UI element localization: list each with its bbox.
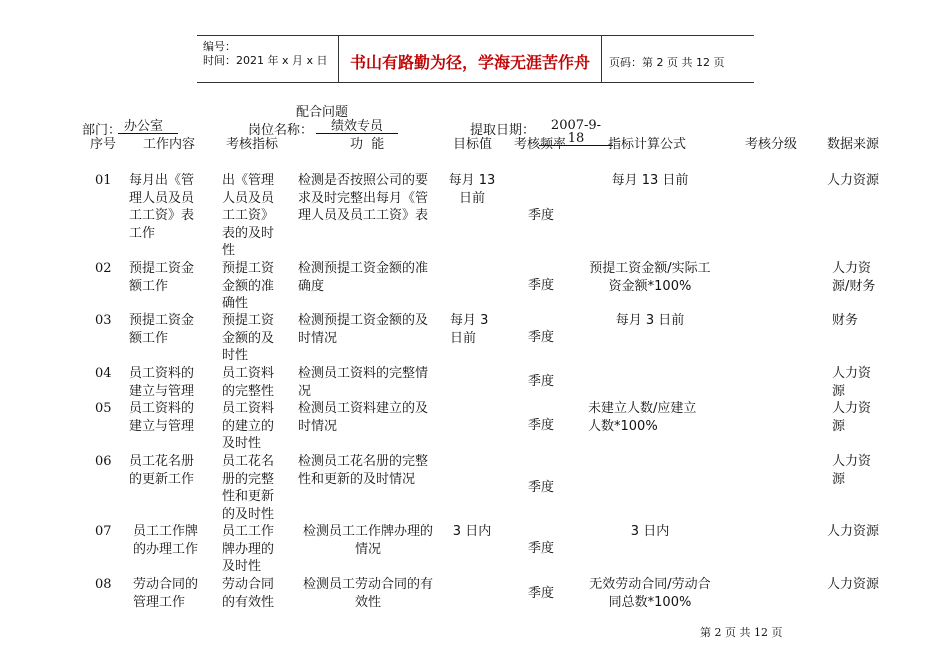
row-03-formula: 每月 3 日前: [615, 313, 685, 328]
row-08-function: 检测员工劳动合同的有效性: [302, 577, 433, 610]
header-time-label: 时间：2021 年 x 月 x 日: [203, 54, 328, 67]
row-04-freq: 季度: [528, 374, 555, 389]
col-source: 数据来源: [826, 137, 879, 152]
row-01-indicator: 出《管理人员及员工工资》表的及时性: [222, 173, 275, 258]
row-08-formula: 无效劳动合同/劳动合同总数*100%: [589, 577, 711, 610]
row-02-content: 预提工资金额工作: [129, 261, 195, 294]
row-06-indicator: 员工花名册的完整性和更新的及时性: [222, 454, 275, 522]
row-03-source: 财务: [832, 313, 859, 328]
row-07-source: 人力资源: [826, 524, 879, 539]
row-08-content: 劳动合同的管理工作: [133, 577, 199, 610]
row-08-freq: 季度: [528, 586, 555, 601]
col-freq: 考核频率: [514, 137, 567, 152]
row-05-function: 检测员工资料建立的及时情况: [298, 401, 429, 434]
col-seq: 序号: [90, 137, 117, 152]
row-07-function: 检测员工工作牌办理的情况: [302, 524, 433, 557]
row-05-freq: 季度: [528, 418, 555, 433]
row-01-target: 每月 13 日前: [448, 173, 496, 206]
date-label: 提取日期：: [470, 123, 536, 138]
col-indicator: 考核指标: [226, 137, 279, 152]
header-bottom-rule: [197, 82, 754, 83]
row-06-content: 员工花名册的更新工作: [129, 454, 195, 487]
row-03-function: 检测预提工资金额的及时情况: [298, 313, 429, 346]
row-06-source: 人力资源: [832, 454, 872, 487]
dept-value: 办公室: [118, 120, 178, 134]
row-04-source: 人力资源: [832, 366, 872, 399]
header-motto: 书山有路勤为径，学海无涯苦作舟: [350, 53, 591, 72]
row-07-indicator: 员工工作牌办理的及时性: [222, 524, 275, 574]
row-08-indicator: 劳动合同的有效性: [222, 577, 275, 610]
row-04-function: 检测员工资料的完整情况: [298, 366, 429, 399]
dept-label: 部门：: [82, 123, 122, 138]
post-value: 绩效专员: [316, 120, 398, 134]
header-top-rule: [197, 35, 754, 36]
row-01-source: 人力资源: [826, 173, 879, 188]
row-02-indicator: 预提工资金额的准确性: [222, 261, 275, 311]
post-label: 岗位名称：: [248, 123, 314, 138]
header-number-label: 编号：: [203, 40, 236, 53]
row-05-content: 员工资料的建立与管理: [129, 401, 195, 434]
header-divider-left: [338, 35, 339, 82]
row-04-indicator: 员工资料的完整性: [222, 366, 275, 399]
row-07-seq: 07: [95, 524, 112, 539]
row-02-formula: 预提工资金额/实际工资金额*100%: [589, 261, 711, 294]
row-03-indicator: 预提工资金额的及时性: [222, 313, 275, 363]
row-02-function: 检测预提工资金额的准确度: [298, 261, 429, 294]
doc-title: 配合问题: [296, 105, 349, 120]
row-06-function: 检测员工花名册的完整性和更新的及时情况: [298, 454, 429, 487]
row-04-content: 员工资料的建立与管理: [129, 366, 195, 399]
dept-value-wrap: [118, 119, 178, 134]
row-06-seq: 06: [95, 454, 112, 469]
col-grade: 考核分级: [745, 137, 798, 152]
row-02-freq: 季度: [528, 278, 555, 293]
post-value-wrap: [316, 119, 398, 134]
row-08-seq: 08: [95, 577, 112, 592]
row-03-content: 预提工资金额工作: [129, 313, 195, 346]
row-04-seq: 04: [95, 366, 112, 381]
row-01-seq: 01: [95, 173, 112, 188]
footer-page-number: 第 2 页 共 12 页: [700, 626, 783, 639]
row-08-source: 人力资源: [826, 577, 879, 592]
row-01-formula: 每月 13 日前: [611, 173, 689, 188]
col-content: 工作内容: [143, 137, 196, 152]
row-03-seq: 03: [95, 313, 112, 328]
row-05-indicator: 员工资料的建立的及时性: [222, 401, 275, 451]
header-page-label: 页码：第 2 页 共 12 页: [609, 56, 725, 69]
date-value: 2007-9-18: [539, 119, 613, 146]
row-07-freq: 季度: [528, 541, 555, 556]
row-05-source: 人力资源: [832, 401, 872, 434]
col-function: 功 能: [350, 137, 385, 152]
row-02-source: 人力资源/财务: [832, 261, 876, 294]
row-05-seq: 05: [95, 401, 112, 416]
row-01-function: 检测是否按照公司的要求及时完整出每月《管理人员及员工工资》表: [298, 173, 429, 223]
row-05-formula: 未建立人数/应建立人数*100%: [588, 401, 697, 434]
row-03-freq: 季度: [528, 330, 555, 345]
col-target: 目标值: [453, 137, 493, 152]
header-divider-right: [601, 35, 602, 82]
row-07-content: 员工工作牌的办理工作: [133, 524, 199, 557]
row-07-target: 3 日内: [452, 524, 492, 539]
row-01-freq: 季度: [528, 208, 555, 223]
row-06-freq: 季度: [528, 480, 555, 495]
row-07-formula: 3 日内: [630, 524, 670, 539]
row-01-content: 每月出《管理人员及员工工资》表工作: [129, 173, 195, 241]
row-02-seq: 02: [95, 261, 112, 276]
col-formula: 指标计算公式: [608, 137, 687, 152]
row-03-target: 每月 3 日前: [450, 313, 489, 346]
